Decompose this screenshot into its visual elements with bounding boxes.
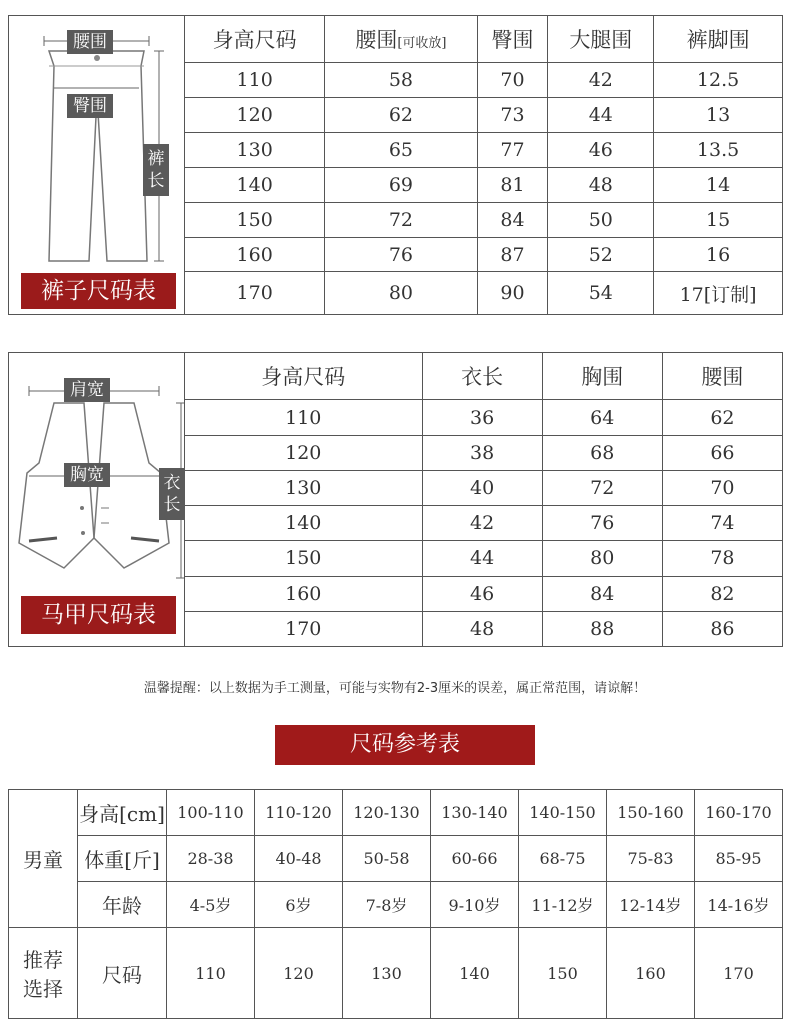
cell: 77	[477, 132, 548, 167]
cell: 62	[662, 400, 782, 435]
cell: 120-130	[343, 790, 431, 836]
cell: 28-38	[167, 836, 255, 882]
cell: 120	[185, 97, 325, 132]
cell: 50	[548, 202, 654, 237]
weight-row-label	[78, 836, 167, 882]
vest-length-char-2: 长	[163, 495, 181, 515]
height-row	[9, 790, 783, 836]
cell: 12-14岁	[607, 882, 695, 928]
pants-col-thigh: 大腿围	[548, 16, 654, 63]
cell: 170	[185, 272, 325, 315]
cell: 130-140	[431, 790, 519, 836]
cell: 72	[325, 202, 477, 237]
size-reference-table	[8, 789, 783, 1019]
cell: 120	[255, 928, 343, 1019]
pants-col-waist-label: 腰围	[355, 28, 398, 53]
cell: 36	[422, 400, 542, 435]
cell: 13.5	[654, 132, 783, 167]
group-recommend	[9, 928, 78, 1019]
cell: 15	[654, 202, 783, 237]
length-label-char-2: 长	[147, 171, 165, 191]
size-row-label: 尺码	[78, 928, 167, 1019]
weight-label: 体重	[84, 848, 125, 873]
cell: 75-83	[607, 836, 695, 882]
cell: 130	[343, 928, 431, 1019]
vest-header-row	[9, 353, 783, 400]
age-row	[9, 882, 783, 928]
cell: 44	[422, 541, 542, 576]
vest-length-char-1: 衣	[163, 473, 181, 493]
cell: 42	[422, 506, 542, 541]
length-label	[143, 144, 169, 196]
vest-length-label	[159, 468, 185, 520]
shoulder-label: 肩宽	[64, 378, 110, 402]
pants-illustration-cell	[9, 16, 185, 315]
cell: 46	[422, 576, 542, 611]
cell: 140	[431, 928, 519, 1019]
cell: 130	[185, 470, 423, 505]
cell: 65	[325, 132, 477, 167]
cell: 72	[542, 470, 662, 505]
vest-col-height: 身高尺码	[185, 353, 423, 400]
cell: 48	[422, 611, 542, 646]
cell: 50-58	[343, 836, 431, 882]
cell: 150	[185, 202, 325, 237]
cell: 40	[422, 470, 542, 505]
cell: 110	[167, 928, 255, 1019]
cell: 160	[185, 237, 325, 272]
cell: 82	[662, 576, 782, 611]
cell: 13	[654, 97, 783, 132]
group-boys: 男童	[9, 790, 78, 928]
weight-unit: [斤]	[124, 848, 160, 873]
cell: 70	[477, 63, 548, 98]
vest-col-length: 衣长	[422, 353, 542, 400]
cell: 76	[325, 237, 477, 272]
cell: 44	[548, 97, 654, 132]
pants-col-hem: 裤脚围	[654, 16, 783, 63]
cell: 85-95	[695, 836, 783, 882]
cell: 81	[477, 167, 548, 202]
cell: 66	[662, 435, 782, 470]
height-unit: [cm]	[119, 802, 165, 827]
age-row-label: 年龄	[78, 882, 167, 928]
cell: 80	[325, 272, 477, 315]
vest-col-chest: 胸围	[542, 353, 662, 400]
vest-col-waist: 腰围	[662, 353, 782, 400]
cell: 46	[548, 132, 654, 167]
cell: 7-8岁	[343, 882, 431, 928]
group-recommend-line-1: 推荐	[23, 948, 63, 973]
chest-label: 胸宽	[64, 463, 110, 487]
cell: 12.5	[654, 63, 783, 98]
cell: 170	[185, 611, 423, 646]
cell: 110	[185, 63, 325, 98]
cell: 54	[548, 272, 654, 315]
cell: 140	[185, 167, 325, 202]
cell: 140-150	[519, 790, 607, 836]
cell: 84	[477, 202, 548, 237]
vest-title-banner: 马甲尺码表	[21, 596, 176, 634]
height-row-label	[78, 790, 167, 836]
cell: 160	[607, 928, 695, 1019]
cell: 84	[542, 576, 662, 611]
cell: 17[订制]	[654, 272, 783, 315]
waist-label: 腰围	[67, 30, 113, 54]
cell: 58	[325, 63, 477, 98]
pants-col-waist	[325, 16, 477, 63]
cell: 64	[542, 400, 662, 435]
cell: 68	[542, 435, 662, 470]
cell: 74	[662, 506, 782, 541]
weight-row	[9, 836, 783, 882]
cell: 48	[548, 167, 654, 202]
cell: 88	[542, 611, 662, 646]
pants-col-waist-suffix: [可收放]	[397, 36, 447, 52]
pants-col-height: 身高尺码	[185, 16, 325, 63]
cell: 14-16岁	[695, 882, 783, 928]
cell: 68-75	[519, 836, 607, 882]
cell: 9-10岁	[431, 882, 519, 928]
cell: 4-5岁	[167, 882, 255, 928]
cell: 11-12岁	[519, 882, 607, 928]
cell: 73	[477, 97, 548, 132]
cell: 170	[695, 928, 783, 1019]
cell: 76	[542, 506, 662, 541]
pants-header-row	[9, 16, 783, 63]
cell: 90	[477, 272, 548, 315]
height-label: 身高	[79, 802, 120, 827]
pants-col-hip: 臀围	[477, 16, 548, 63]
reference-title-banner: 尺码参考表	[275, 725, 535, 765]
cell: 52	[548, 237, 654, 272]
cell: 130	[185, 132, 325, 167]
cell: 62	[325, 97, 477, 132]
cell: 150-160	[607, 790, 695, 836]
pants-size-table	[8, 15, 783, 315]
cell: 42	[548, 63, 654, 98]
cell: 160	[185, 576, 423, 611]
group-recommend-line-2: 选择	[23, 977, 63, 1002]
vest-size-table	[8, 352, 783, 647]
cell: 38	[422, 435, 542, 470]
cell: 87	[477, 237, 548, 272]
cell: 60-66	[431, 836, 519, 882]
cell: 140	[185, 506, 423, 541]
size-row	[9, 928, 783, 1019]
cell: 160-170	[695, 790, 783, 836]
cell: 100-110	[167, 790, 255, 836]
cell: 110	[185, 400, 423, 435]
vest-illustration-cell	[9, 353, 185, 647]
cell: 86	[662, 611, 782, 646]
cell: 150	[185, 541, 423, 576]
cell: 40-48	[255, 836, 343, 882]
cell: 80	[542, 541, 662, 576]
length-label-char-1: 裤	[147, 149, 165, 169]
cell: 110-120	[255, 790, 343, 836]
cell: 16	[654, 237, 783, 272]
hip-label: 臀围	[67, 94, 113, 118]
cell: 69	[325, 167, 477, 202]
cell: 78	[662, 541, 782, 576]
cell: 120	[185, 435, 423, 470]
cell: 14	[654, 167, 783, 202]
pants-title-banner: 裤子尺码表	[21, 273, 176, 309]
cell: 150	[519, 928, 607, 1019]
cell: 70	[662, 470, 782, 505]
measurement-notice: 温馨提醒：以上数据为手工测量，可能与实物有2-3厘米的误差，属正常范围，请谅解！	[143, 681, 647, 696]
cell: 6岁	[255, 882, 343, 928]
